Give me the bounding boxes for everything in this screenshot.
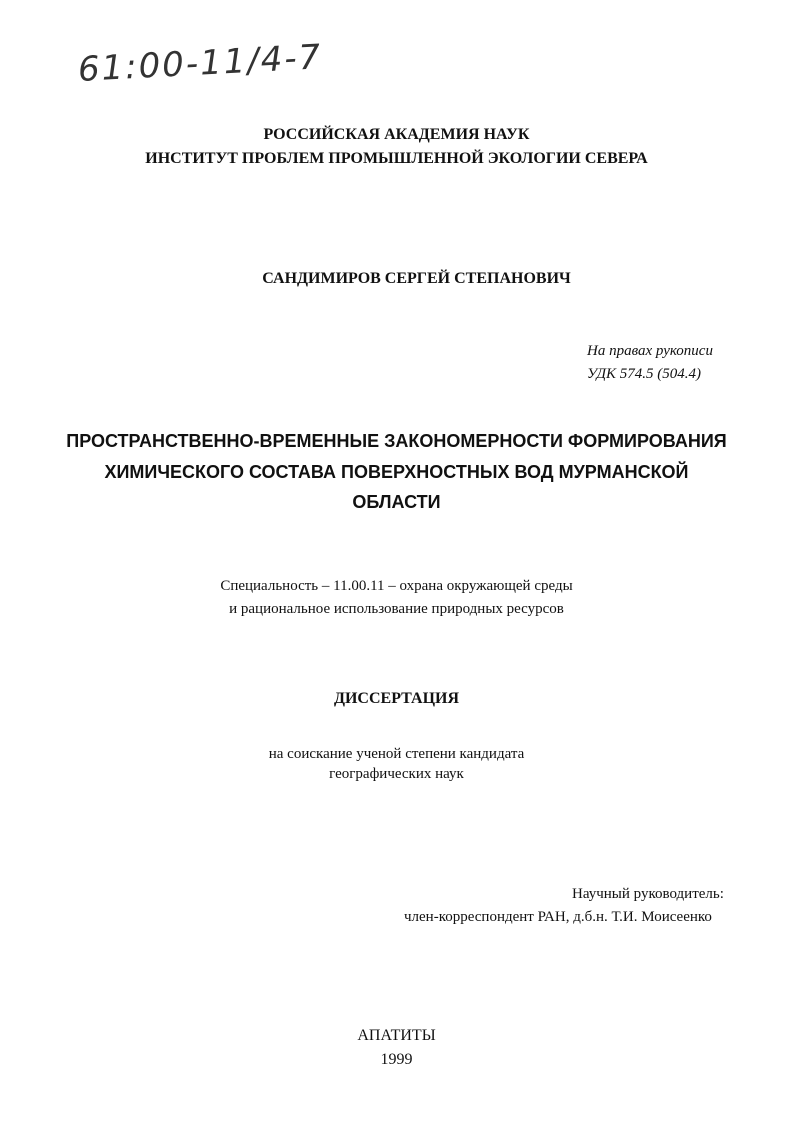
city: АПАТИТЫ <box>357 1027 436 1044</box>
dissertation-title-line-1: ПРОСТРАНСТВЕННО-ВРЕМЕННЫЕ ЗАКОНОМЕРНОСТИ ФОРМИРОВАНИЯ <box>66 431 727 451</box>
dissertation-title-line-2: ХИМИЧЕСКОГО СОСТАВА ПОВЕРХНОСТНЫХ ВОД МУРМАНСКОЙ <box>104 462 689 482</box>
author-name: САНДИМИРОВ СЕРГЕЙ СТЕПАНОВИЧ <box>262 270 571 287</box>
degree-line-1: на соискание ученой степени кандидата <box>268 746 525 762</box>
supervisor-name: член-корреспондент РАН, д.б.н. Т.И. Моисеенко <box>404 909 712 925</box>
udc-code: УДК 574.5 (504.4) <box>587 366 701 382</box>
dissertation-title-line-3: ОБЛАСТИ <box>352 492 441 512</box>
organization-academy: РОССИЙСКАЯ АКАДЕМИЯ НАУК <box>263 126 530 143</box>
year: 1999 <box>380 1051 413 1068</box>
manuscript-rights: На правах рукописи <box>587 343 713 359</box>
specialty-line-2: и рациональное использование природных ресурсов <box>229 601 564 617</box>
specialty-line-1: Специальность – 11.00.11 – охрана окружающей среды <box>220 578 573 594</box>
document-type: ДИССЕРТАЦИЯ <box>333 690 460 707</box>
supervisor-label: Научный руководитель: <box>572 886 724 902</box>
handwritten-archive-number: 61:00-11/4-7 <box>76 37 324 90</box>
organization-institute: ИНСТИТУТ ПРОБЛЕМ ПРОМЫШЛЕННОЙ ЭКОЛОГИИ СЕВЕРА <box>145 150 648 167</box>
degree-line-2: географических наук <box>329 766 464 782</box>
